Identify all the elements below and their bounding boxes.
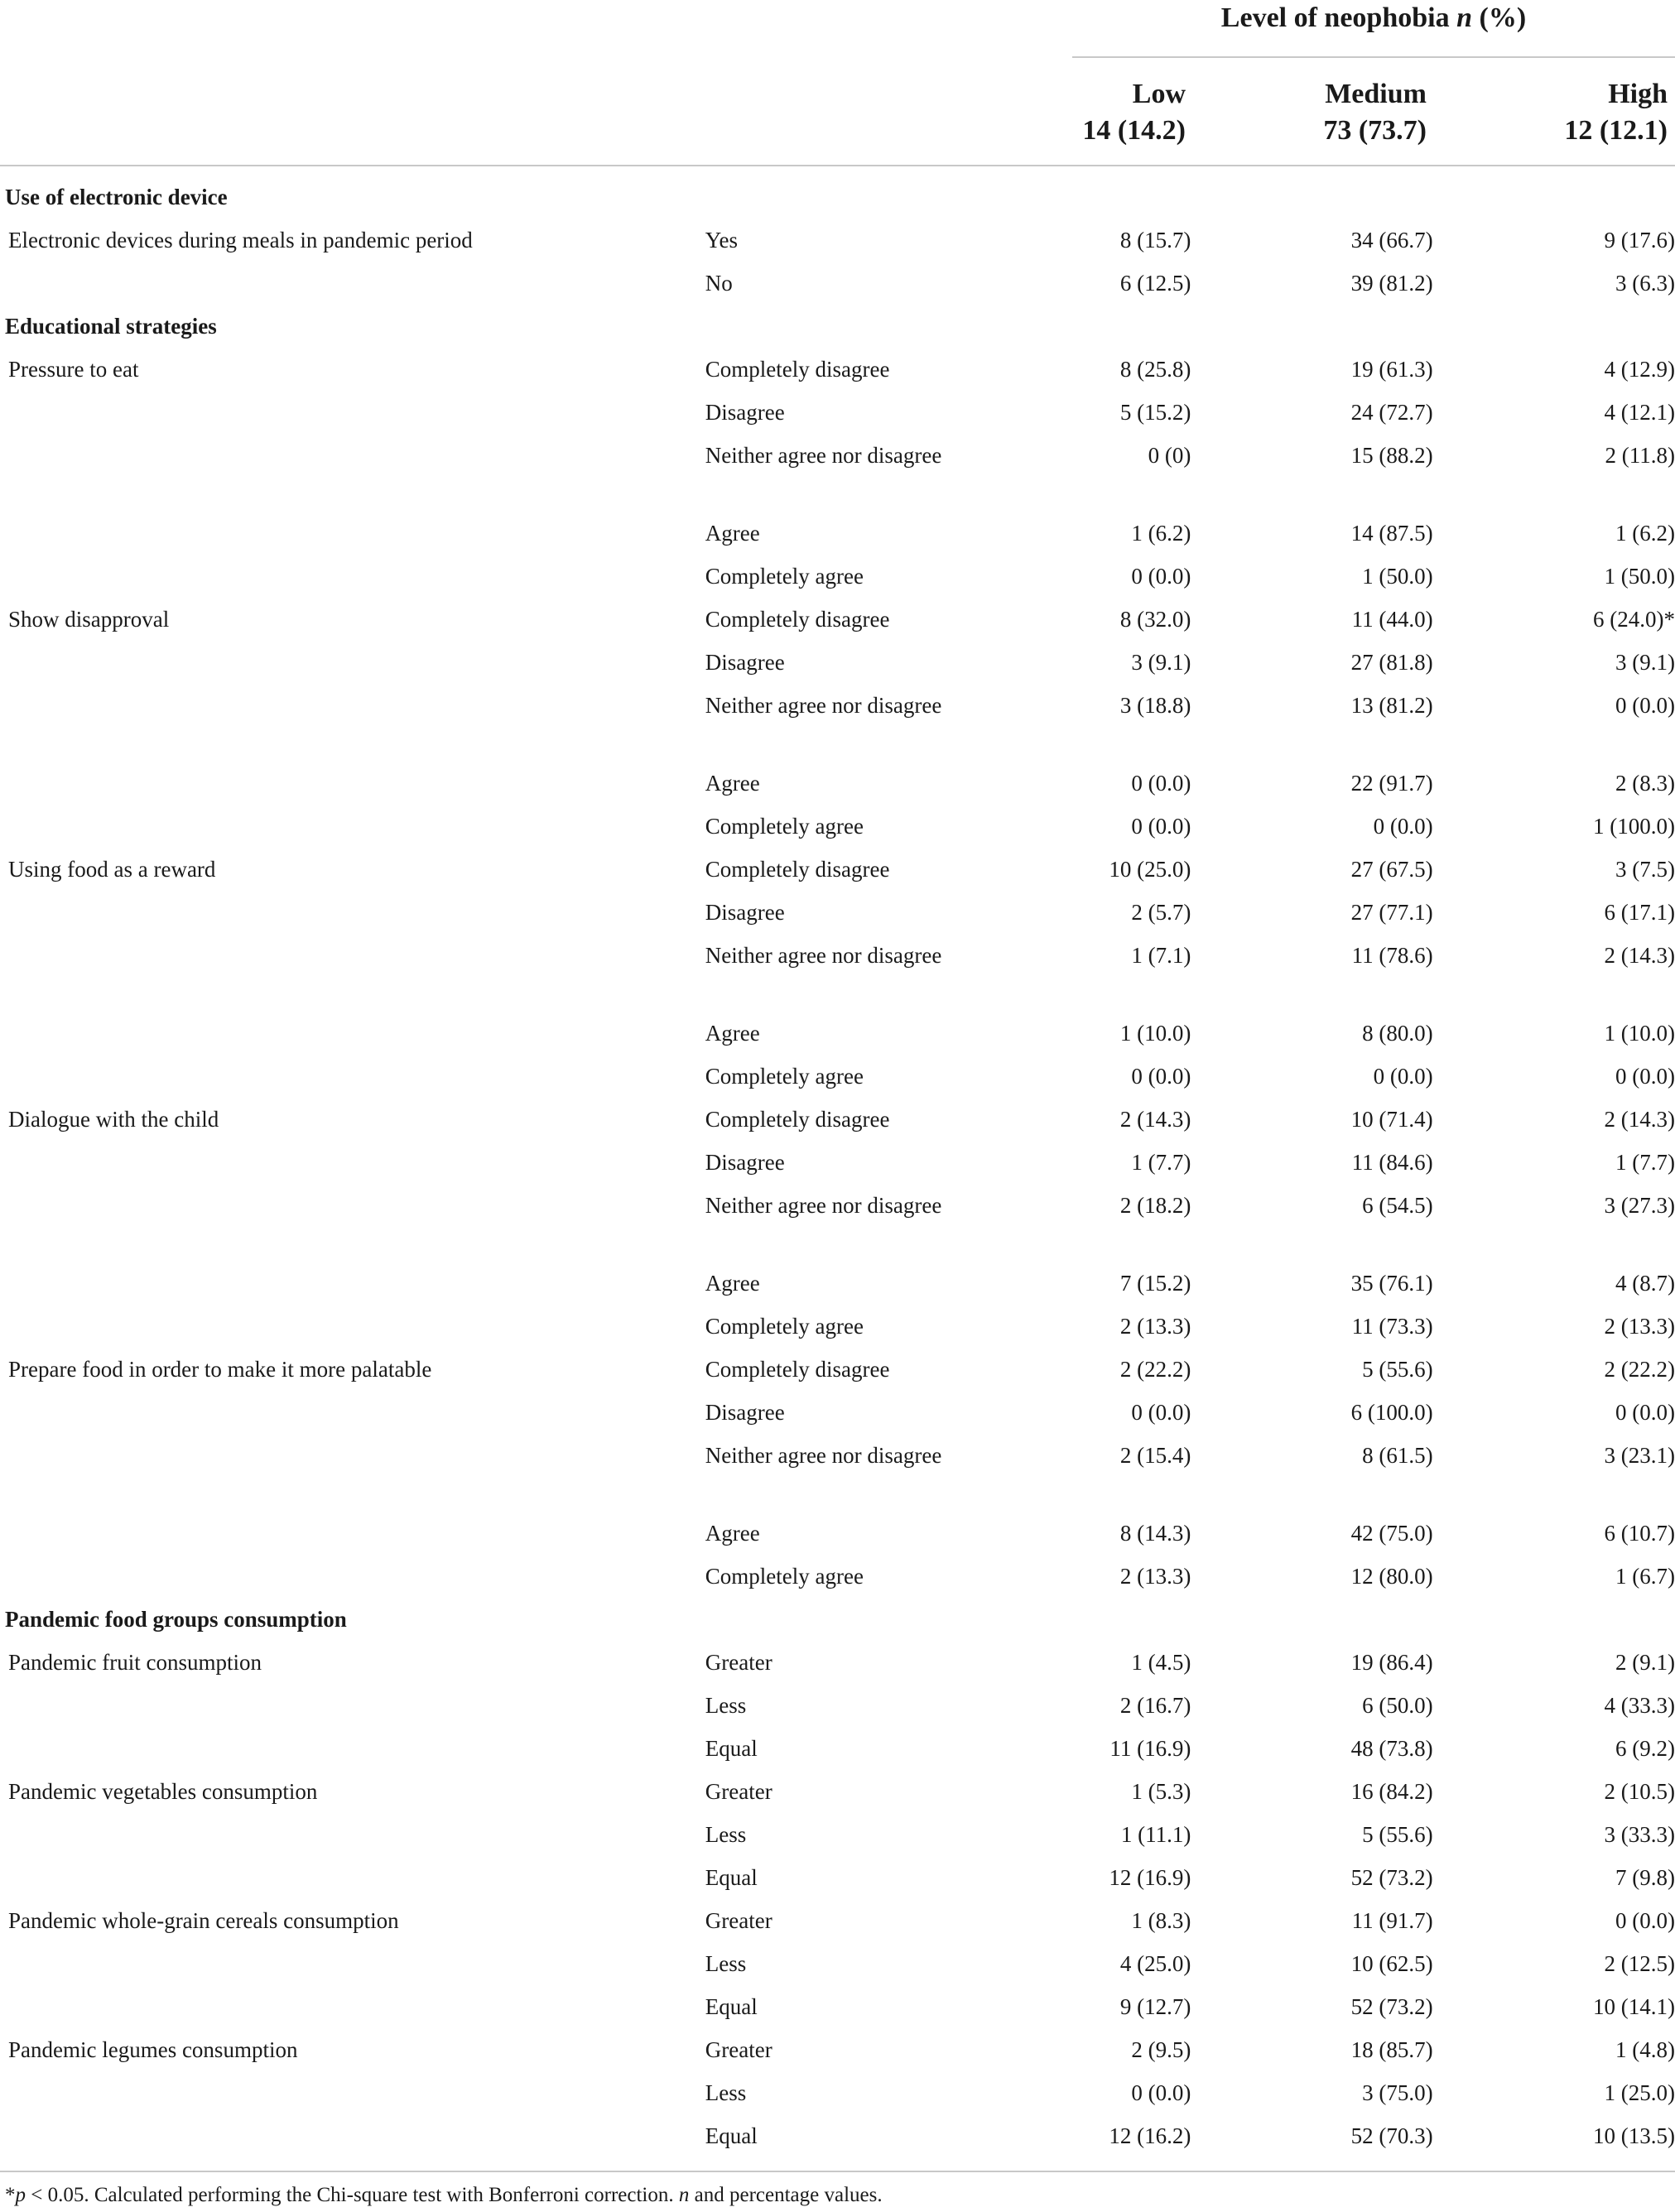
table-row xyxy=(0,767,1675,810)
variable-label xyxy=(0,439,705,517)
value-cell-medium: 27 (81.8) xyxy=(1350,650,1433,675)
variable-label: Pressure to eat xyxy=(8,357,139,382)
value-cell-low: 2 (14.3) xyxy=(1119,1107,1191,1132)
value-cell-medium: 42 (75.0) xyxy=(1350,1521,1433,1546)
value-cell-low: 2 (16.7) xyxy=(1119,1693,1191,1718)
table-row xyxy=(0,603,1675,646)
value-cell-low: 2 (13.3) xyxy=(1119,1564,1191,1589)
value-cell-medium: 52 (73.2) xyxy=(1350,1865,1433,1890)
value-cell-high: 6 (17.1) xyxy=(1604,900,1675,925)
value-cell-high: 4 (8.7) xyxy=(1615,1271,1675,1296)
table-row xyxy=(0,1732,1675,1775)
section-title: Educational strategies xyxy=(5,314,217,339)
value-cell-medium: 12 (80.0) xyxy=(1350,1564,1433,1589)
response-label: Greater xyxy=(705,1908,773,1933)
variable-label xyxy=(0,396,705,439)
value-cell-low: 4 (25.0) xyxy=(1119,1951,1191,1976)
value-cell-medium: 39 (81.2) xyxy=(1350,271,1433,296)
value-cell-medium: 52 (73.2) xyxy=(1350,1994,1433,2019)
response-label: Less xyxy=(705,1693,747,1718)
value-cell-high: 3 (7.5) xyxy=(1615,857,1675,882)
response-label: No xyxy=(705,271,733,296)
variable-label xyxy=(0,689,705,767)
table-row xyxy=(0,1310,1675,1353)
table-row xyxy=(0,1947,1675,1990)
table-row xyxy=(0,2076,1675,2119)
response-label: Greater xyxy=(705,1779,773,1804)
column-total: 14 (14.2) xyxy=(1082,115,1186,146)
table-footnote: *p < 0.05. Calculated performing the Chi-square test with Bonferroni correction. n and percentage values. xyxy=(5,2184,883,2206)
response-label: Equal xyxy=(705,1865,758,1890)
section-row xyxy=(0,180,1675,224)
section-row xyxy=(0,1603,1675,1646)
value-cell-medium: 24 (72.7) xyxy=(1350,400,1433,425)
value-cell-low: 2 (5.7) xyxy=(1131,900,1191,925)
table-row xyxy=(0,1189,1675,1267)
value-cell-medium: 1 (50.0) xyxy=(1362,564,1433,589)
value-cell-high: 1 (6.2) xyxy=(1615,521,1675,546)
value-cell-medium: 5 (55.6) xyxy=(1362,1357,1433,1382)
value-cell-medium: 11 (78.6) xyxy=(1351,943,1433,968)
variable-label: Using food as a reward xyxy=(8,857,216,882)
variable-label xyxy=(0,1861,705,1904)
variable-label: Show disapproval xyxy=(8,607,170,632)
value-cell-low: 1 (10.0) xyxy=(1119,1021,1191,1046)
response-label: Completely disagree xyxy=(705,357,890,382)
table-row xyxy=(0,2119,1675,2162)
value-cell-low: 8 (32.0) xyxy=(1119,607,1191,632)
variable-label xyxy=(0,1146,705,1189)
response-label: Disagree xyxy=(705,1400,785,1425)
value-cell-high: 0 (0.0) xyxy=(1615,1400,1675,1425)
value-cell-medium: 34 (66.7) xyxy=(1350,228,1433,252)
value-cell-medium: 22 (91.7) xyxy=(1350,771,1433,796)
group-header-rule xyxy=(1072,56,1675,58)
variable-label xyxy=(0,1017,705,1060)
variable-label xyxy=(0,1732,705,1775)
value-cell-high: 0 (0.0) xyxy=(1615,1908,1675,1933)
value-cell-low: 2 (9.5) xyxy=(1131,2037,1191,2062)
value-cell-medium: 15 (88.2) xyxy=(1350,443,1433,468)
value-cell-low: 1 (5.3) xyxy=(1131,1779,1191,1804)
value-cell-medium: 19 (86.4) xyxy=(1350,1650,1433,1675)
column-group-header xyxy=(1072,0,1675,40)
value-cell-high: 1 (25.0) xyxy=(1604,2080,1675,2105)
column-label: Medium xyxy=(1325,79,1427,109)
table-row xyxy=(0,689,1675,767)
value-cell-low: 11 (16.9) xyxy=(1109,1736,1191,1761)
section-title: Use of electronic device xyxy=(5,185,228,209)
value-cell-high: 6 (24.0)* xyxy=(1593,607,1675,632)
variable-label xyxy=(0,560,705,603)
value-cell-high: 2 (22.2) xyxy=(1604,1357,1675,1382)
response-label: Completely agree xyxy=(705,564,864,589)
value-cell-high: 1 (10.0) xyxy=(1604,1021,1675,1046)
table-row xyxy=(0,1439,1675,1517)
variable-label: Prepare food in order to make it more palatable xyxy=(8,1357,432,1382)
value-cell-low: 9 (12.7) xyxy=(1119,1994,1191,2019)
value-cell-high: 2 (14.3) xyxy=(1604,1107,1675,1132)
variable-label: Pandemic legumes consumption xyxy=(8,2037,298,2062)
column-total: 73 (73.7) xyxy=(1323,115,1427,146)
value-cell-low: 8 (25.8) xyxy=(1119,357,1191,382)
response-label: Agree xyxy=(705,521,760,546)
table-row xyxy=(0,1560,1675,1603)
response-label: Disagree xyxy=(705,650,785,675)
value-cell-medium: 5 (55.6) xyxy=(1362,1822,1433,1847)
value-cell-low: 10 (25.0) xyxy=(1109,857,1191,882)
value-cell-medium: 19 (61.3) xyxy=(1350,357,1433,382)
variable-label xyxy=(0,1439,705,1517)
response-label: Equal xyxy=(705,1994,758,2019)
column-label: Low xyxy=(1132,79,1186,109)
value-cell-high: 1 (4.8) xyxy=(1615,2037,1675,2062)
value-cell-medium: 27 (77.1) xyxy=(1350,900,1433,925)
value-cell-low: 12 (16.9) xyxy=(1109,1865,1191,1890)
value-cell-medium: 6 (100.0) xyxy=(1350,1400,1433,1425)
value-cell-low: 0 (0.0) xyxy=(1131,2080,1191,2105)
value-cell-low: 8 (15.7) xyxy=(1119,228,1191,252)
variable-label: Dialogue with the child xyxy=(8,1107,219,1132)
value-cell-low: 1 (7.7) xyxy=(1131,1150,1191,1175)
group-header-unit: (%) xyxy=(1472,2,1527,33)
variable-label xyxy=(0,767,705,810)
table-row xyxy=(0,224,1675,267)
response-label: Completely agree xyxy=(705,1314,864,1339)
column-total: 12 (12.1) xyxy=(1564,115,1668,146)
response-label: Agree xyxy=(705,771,760,796)
value-cell-medium: 10 (71.4) xyxy=(1350,1107,1433,1132)
response-label: Neither agree nor disagree xyxy=(705,1193,942,1218)
value-cell-medium: 11 (73.3) xyxy=(1351,1314,1433,1339)
table-row xyxy=(0,439,1675,517)
table-row xyxy=(0,267,1675,310)
value-cell-high: 1 (6.7) xyxy=(1615,1564,1675,1589)
response-label: Yes xyxy=(705,228,739,252)
group-header-n: n xyxy=(1456,2,1473,33)
value-cell-high: 2 (14.3) xyxy=(1604,943,1675,968)
group-header-text: Level of neophobia xyxy=(1220,2,1457,33)
value-cell-low: 0 (0.0) xyxy=(1131,771,1191,796)
value-cell-medium: 52 (70.3) xyxy=(1350,2123,1433,2148)
value-cell-low: 5 (15.2) xyxy=(1119,400,1191,425)
response-label: Completely agree xyxy=(705,1064,864,1089)
table-row xyxy=(0,1267,1675,1310)
column-label: High xyxy=(1608,79,1668,109)
table-row xyxy=(0,1517,1675,1560)
value-cell-low: 2 (22.2) xyxy=(1119,1357,1191,1382)
value-cell-high: 10 (13.5) xyxy=(1593,2123,1675,2148)
variable-label xyxy=(0,810,705,853)
value-cell-low: 6 (12.5) xyxy=(1119,271,1191,296)
value-cell-low: 0 (0.0) xyxy=(1131,564,1191,589)
table-row xyxy=(0,1017,1675,1060)
variable-label xyxy=(0,1947,705,1990)
response-label: Completely agree xyxy=(705,814,864,839)
response-label: Completely agree xyxy=(705,1564,864,1589)
response-label: Completely disagree xyxy=(705,1107,890,1132)
value-cell-high: 1 (100.0) xyxy=(1593,814,1675,839)
value-cell-low: 1 (6.2) xyxy=(1131,521,1191,546)
value-cell-low: 0 (0.0) xyxy=(1131,1400,1191,1425)
response-label: Agree xyxy=(705,1521,760,1546)
value-cell-medium: 35 (76.1) xyxy=(1350,1271,1433,1296)
value-cell-low: 1 (8.3) xyxy=(1131,1908,1191,1933)
response-label: Less xyxy=(705,2080,747,2105)
response-label: Less xyxy=(705,1822,747,1847)
value-cell-high: 4 (33.3) xyxy=(1604,1693,1675,1718)
variable-label xyxy=(0,1310,705,1353)
value-cell-low: 3 (9.1) xyxy=(1131,650,1191,675)
response-label: Agree xyxy=(705,1021,760,1046)
value-cell-medium: 13 (81.2) xyxy=(1350,693,1433,718)
value-cell-high: 3 (9.1) xyxy=(1615,650,1675,675)
value-cell-low: 2 (15.4) xyxy=(1119,1443,1191,1468)
table-row xyxy=(0,1396,1675,1439)
variable-label xyxy=(0,939,705,1017)
value-cell-high: 2 (12.5) xyxy=(1604,1951,1675,1976)
table-row xyxy=(0,1353,1675,1396)
value-cell-high: 3 (27.3) xyxy=(1604,1193,1675,1218)
value-cell-medium: 27 (67.5) xyxy=(1350,857,1433,882)
value-cell-high: 0 (0.0) xyxy=(1615,693,1675,718)
table-row xyxy=(0,517,1675,560)
table-row xyxy=(0,1861,1675,1904)
variable-label xyxy=(0,646,705,689)
value-cell-low: 0 (0) xyxy=(1148,443,1191,468)
table-row xyxy=(0,1904,1675,1947)
value-cell-medium: 0 (0.0) xyxy=(1373,814,1433,839)
value-cell-medium: 3 (75.0) xyxy=(1362,2080,1433,2105)
column-header-low xyxy=(1082,76,1186,149)
response-label: Completely disagree xyxy=(705,1357,890,1382)
value-cell-low: 1 (7.1) xyxy=(1131,943,1191,968)
section-title: Pandemic food groups consumption xyxy=(5,1607,347,1632)
response-label: Greater xyxy=(705,1650,773,1675)
table-row xyxy=(0,396,1675,439)
value-cell-high: 0 (0.0) xyxy=(1615,1064,1675,1089)
variable-label xyxy=(0,1060,705,1103)
response-label: Less xyxy=(705,1951,747,1976)
value-cell-medium: 6 (54.5) xyxy=(1362,1193,1433,1218)
variable-label xyxy=(0,1189,705,1267)
table-row xyxy=(0,939,1675,1017)
value-cell-high: 9 (17.6) xyxy=(1604,228,1675,252)
variable-label: Electronic devices during meals in pandemic period xyxy=(8,228,473,252)
table-row xyxy=(0,560,1675,603)
response-label: Neither agree nor disagree xyxy=(705,443,942,468)
value-cell-medium: 11 (44.0) xyxy=(1351,607,1433,632)
value-cell-low: 2 (18.2) xyxy=(1119,1193,1191,1218)
variable-label xyxy=(0,1517,705,1560)
value-cell-medium: 8 (80.0) xyxy=(1362,1021,1433,1046)
value-cell-low: 1 (4.5) xyxy=(1131,1650,1191,1675)
table-row xyxy=(0,1689,1675,1732)
value-cell-high: 3 (6.3) xyxy=(1615,271,1675,296)
value-cell-medium: 48 (73.8) xyxy=(1350,1736,1433,1761)
table-row xyxy=(0,1103,1675,1146)
variable-label xyxy=(0,1560,705,1603)
value-cell-high: 3 (23.1) xyxy=(1604,1443,1675,1468)
response-label: Neither agree nor disagree xyxy=(705,1443,942,1468)
header-rule xyxy=(0,165,1675,166)
table-row xyxy=(0,353,1675,396)
variable-label xyxy=(0,896,705,939)
variable-label: Pandemic whole-grain cereals consumption xyxy=(8,1908,399,1933)
value-cell-high: 10 (14.1) xyxy=(1593,1994,1675,2019)
table-row xyxy=(0,1775,1675,1818)
table-row xyxy=(0,646,1675,689)
table-row xyxy=(0,1060,1675,1103)
value-cell-high: 2 (9.1) xyxy=(1615,1650,1675,1675)
value-cell-medium: 14 (87.5) xyxy=(1350,521,1433,546)
response-label: Completely disagree xyxy=(705,607,890,632)
variable-label xyxy=(0,1689,705,1732)
value-cell-medium: 16 (84.2) xyxy=(1350,1779,1433,1804)
value-cell-low: 0 (0.0) xyxy=(1131,814,1191,839)
value-cell-medium: 6 (50.0) xyxy=(1362,1693,1433,1718)
response-label: Disagree xyxy=(705,1150,785,1175)
response-label: Agree xyxy=(705,1271,760,1296)
value-cell-medium: 11 (91.7) xyxy=(1351,1908,1433,1933)
value-cell-high: 2 (13.3) xyxy=(1604,1314,1675,1339)
response-label: Equal xyxy=(705,1736,758,1761)
table-row xyxy=(0,1146,1675,1189)
response-label: Neither agree nor disagree xyxy=(705,693,942,718)
value-cell-high: 6 (10.7) xyxy=(1604,1521,1675,1546)
response-label: Disagree xyxy=(705,900,785,925)
variable-label: Pandemic vegetables consumption xyxy=(8,1779,318,1804)
value-cell-high: 2 (8.3) xyxy=(1615,771,1675,796)
value-cell-high: 7 (9.8) xyxy=(1615,1865,1675,1890)
table-bottom-rule xyxy=(0,2171,1675,2172)
value-cell-high: 3 (33.3) xyxy=(1604,1822,1675,1847)
table-row xyxy=(0,1990,1675,2033)
response-label: Completely disagree xyxy=(705,857,890,882)
variable-label xyxy=(0,1396,705,1439)
variable-label xyxy=(0,1267,705,1310)
value-cell-low: 0 (0.0) xyxy=(1131,1064,1191,1089)
value-cell-low: 8 (14.3) xyxy=(1119,1521,1191,1546)
variable-label xyxy=(0,2076,705,2119)
section-row xyxy=(0,310,1675,353)
variable-label xyxy=(0,267,705,310)
value-cell-medium: 11 (84.6) xyxy=(1351,1150,1433,1175)
value-cell-high: 6 (9.2) xyxy=(1615,1736,1675,1761)
variable-label xyxy=(0,2119,705,2162)
value-cell-low: 3 (18.8) xyxy=(1119,693,1191,718)
value-cell-high: 1 (7.7) xyxy=(1615,1150,1675,1175)
value-cell-medium: 18 (85.7) xyxy=(1350,2037,1433,2062)
data-table xyxy=(0,180,1675,2162)
table-row xyxy=(0,2033,1675,2076)
table-row xyxy=(0,853,1675,896)
variable-label xyxy=(0,1990,705,2033)
column-header-high xyxy=(1564,76,1668,149)
table-row xyxy=(0,1646,1675,1689)
value-cell-medium: 0 (0.0) xyxy=(1373,1064,1433,1089)
variable-label: Pandemic fruit consumption xyxy=(8,1650,262,1675)
response-label: Greater xyxy=(705,2037,773,2062)
value-cell-high: 2 (10.5) xyxy=(1604,1779,1675,1804)
variable-label xyxy=(0,517,705,560)
response-label: Neither agree nor disagree xyxy=(705,943,942,968)
value-cell-low: 1 (11.1) xyxy=(1120,1822,1191,1847)
response-label: Equal xyxy=(705,2123,758,2148)
table-row xyxy=(0,896,1675,939)
value-cell-low: 12 (16.2) xyxy=(1109,2123,1191,2148)
value-cell-high: 4 (12.9) xyxy=(1604,357,1675,382)
value-cell-high: 1 (50.0) xyxy=(1604,564,1675,589)
response-label: Disagree xyxy=(705,400,785,425)
value-cell-high: 4 (12.1) xyxy=(1604,400,1675,425)
value-cell-medium: 8 (61.5) xyxy=(1362,1443,1433,1468)
value-cell-low: 2 (13.3) xyxy=(1119,1314,1191,1339)
table-row xyxy=(0,810,1675,853)
column-header-medium xyxy=(1323,76,1427,149)
value-cell-medium: 10 (62.5) xyxy=(1350,1951,1433,1976)
table-row xyxy=(0,1818,1675,1861)
value-cell-low: 7 (15.2) xyxy=(1119,1271,1191,1296)
variable-label xyxy=(0,1818,705,1861)
value-cell-high: 2 (11.8) xyxy=(1605,443,1675,468)
